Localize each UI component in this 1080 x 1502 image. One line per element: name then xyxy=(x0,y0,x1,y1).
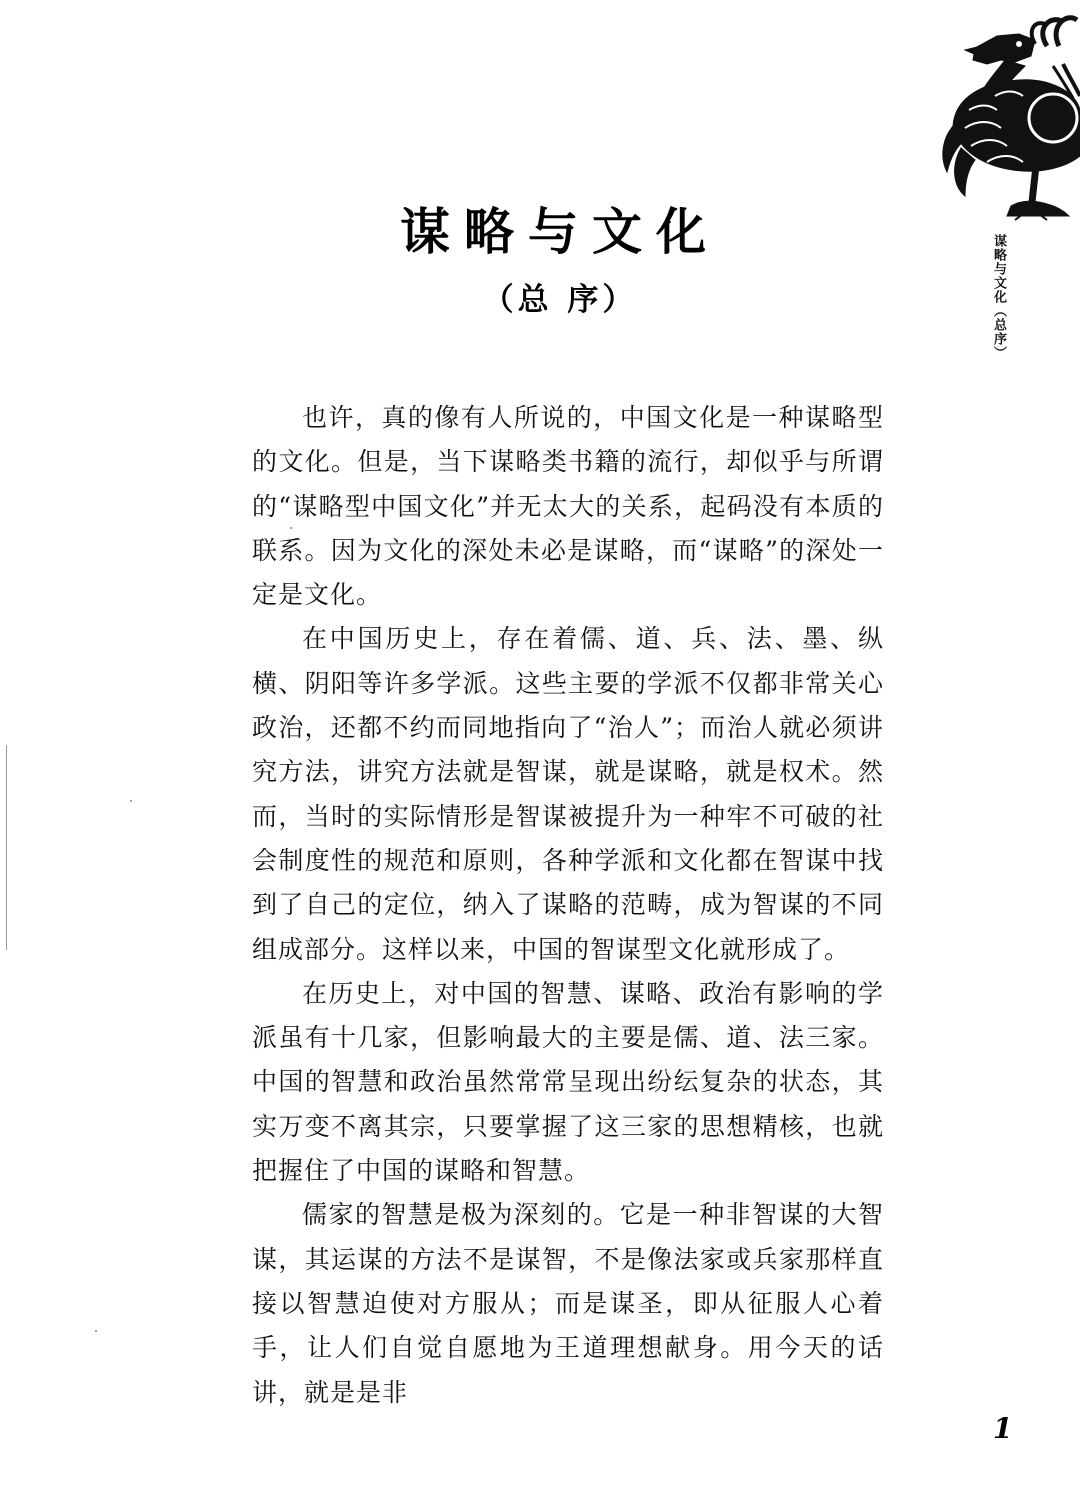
paragraph: 也许，真的像有人所说的，中国文化是一种谋略型的文化。但是，当下谋略类书籍的流行，却似乎与所谓的“谋略型中国文化”并无太大的关系，起码没有本质的联系。因为文化的深处未必是谋略，而“谋略”的深处一定是文化。 xyxy=(252,403,884,610)
binding-shadow-line xyxy=(6,745,7,950)
scan-speck xyxy=(95,1330,97,1332)
scan-speck xyxy=(130,800,132,802)
dragon-bird-ornament-icon xyxy=(935,6,1080,221)
page-title: 谋略与文化 xyxy=(400,202,720,261)
paragraph: 在中国历史上，存在着儒、道、兵、法、墨、纵横、阴阳等许多学派。这些主要的学派不仅都非常关心政治，还都不约而同地指向了“治人”；而治人就必须讲究方法，讲究方法就是智谋，就是谋略，就是权术。然而，当时的实际情形是智谋被提升为一种牢不可破的社会制度性的规范和原则，各种学派和文化都在智谋中找到了自己的定位，纳入了谋略的范畴，成为智谋的不同组成部分。这样以来，中国的智谋型文化就形成了。 xyxy=(252,624,884,964)
running-head-vertical: 谋略与文化（总序） xyxy=(991,234,1006,360)
paragraph: 在历史上，对中国的智慧、谋略、政治有影响的学派虽有十几家，但影响最大的主要是儒、道、法三家。中国的智慧和政治虽然常常呈现出纷纭复杂的状态，其实万变不离其宗，只要掌握了这三家的思想精核，也就把握住了中国的谋略和智慧。 xyxy=(252,978,884,1186)
page-number: 1 xyxy=(993,1412,1013,1445)
paragraph: 儒家的智慧是极为深刻的。它是一种非智谋的大智谋，其运谋的方法不是谋智，不是像法家或兵家那样直接以智慧迫使对方服从；而是谋圣，即从征服人心着手，让人们自觉自愿地为王道理想献身。用今天的话讲，就是是非 xyxy=(252,1200,884,1407)
page-subtitle: （总 序） xyxy=(482,282,638,318)
body-text xyxy=(252,396,884,1415)
